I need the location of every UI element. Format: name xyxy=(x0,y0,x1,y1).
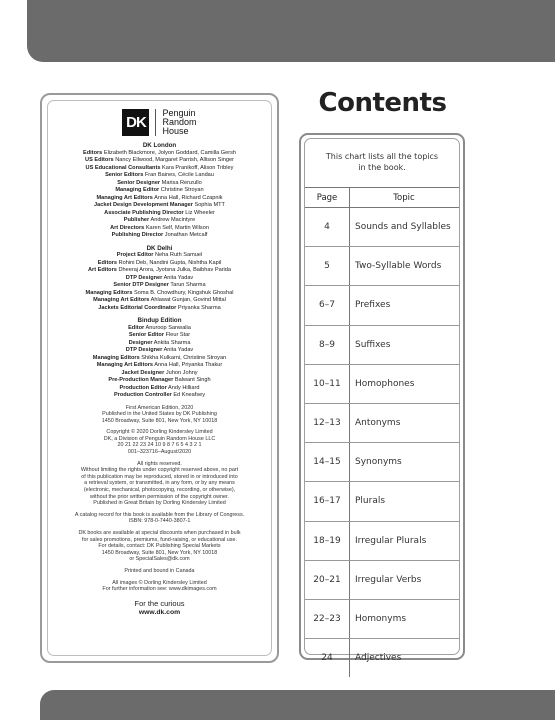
contents-row xyxy=(305,443,459,482)
top-banner xyxy=(27,0,555,62)
credit-names: Andy Hilliard xyxy=(168,384,200,391)
credit-names: Sophia MTT xyxy=(194,202,225,208)
credit-names: Marisa Renzullo xyxy=(161,179,202,186)
page-number: 24 xyxy=(305,639,350,678)
contents-row xyxy=(305,482,459,521)
credit-line xyxy=(52,180,267,188)
legal-line: First American Edition, 2020 xyxy=(125,404,194,411)
credit-names: Neha Ruth Samuel xyxy=(154,252,203,258)
legal-line: DK, a Division of Penguin Random House LLC xyxy=(103,435,216,442)
contents-row xyxy=(305,560,459,599)
credit-line xyxy=(52,150,267,158)
legal-paragraph xyxy=(52,530,267,563)
credit-role: Associate Publishing Director xyxy=(104,209,184,216)
credit-role: Designer xyxy=(128,339,153,346)
legal-line: of this publication may be reproduced, stored in or introduced into xyxy=(81,473,238,480)
credit-line xyxy=(52,290,267,298)
credit-role: Publisher xyxy=(123,217,150,223)
credits-list xyxy=(52,142,267,400)
credit-role: Jacket Designer xyxy=(121,369,165,376)
contents-row xyxy=(305,639,459,678)
credit-role: Project Editor xyxy=(116,252,154,258)
prh-line: Penguin xyxy=(162,108,196,118)
contents-row xyxy=(305,364,459,403)
page-number: 6–7 xyxy=(305,286,350,325)
credit-role: Managing Art Editors xyxy=(96,362,154,368)
credit-names: Andrew Macintyre xyxy=(150,217,196,223)
credit-role: US Editors xyxy=(85,157,114,163)
prh-line: Random xyxy=(162,117,197,127)
topic-name: Prefixes xyxy=(350,286,460,325)
credit-names: Liz Wheeler xyxy=(185,209,215,216)
credit-role: Publishing Director xyxy=(111,232,164,238)
contents-table-frame xyxy=(304,138,460,664)
credits-section-heading: DK London xyxy=(142,142,177,149)
contents-row xyxy=(305,599,459,638)
intro-line: in the book. xyxy=(358,163,406,172)
contents-table xyxy=(305,187,459,677)
contents-table-card xyxy=(299,133,465,664)
legal-line: 1450 Broadway, Suite 801, New York, NY 10018 xyxy=(101,417,218,424)
credit-line xyxy=(52,297,267,305)
page-number: 4 xyxy=(305,208,350,247)
credit-role: Production Controller xyxy=(113,392,172,398)
credit-line xyxy=(52,172,267,180)
credit-line xyxy=(52,362,267,370)
contents-row xyxy=(305,247,459,286)
legal-paragraph xyxy=(52,512,267,525)
legal-line: Published in the United States by DK Publishing xyxy=(102,411,217,418)
page-number: 5 xyxy=(305,247,350,286)
legal-line: DK books are available at special discounts when purchased in bulk xyxy=(78,530,241,536)
credit-names: Dheeraj Arora, Jyotsna Julka, Baibhav Parida xyxy=(118,267,232,273)
credit-role: Jackets Editorial Coordinator xyxy=(98,304,177,311)
topic-column-header: Topic xyxy=(350,188,460,208)
credit-names: Shikha Kulkarni, Christine Stroyan xyxy=(141,354,227,361)
contents-row xyxy=(305,208,459,247)
credit-line xyxy=(52,282,267,290)
legal-paragraph xyxy=(52,429,267,455)
legal-line: a retrieval system, or transmitted, in any form, or by any means xyxy=(84,480,235,487)
credit-names: Balwant Singh xyxy=(174,377,211,383)
page-number: 22–23 xyxy=(305,599,350,638)
topic-name: Plurals xyxy=(350,482,460,521)
legal-line: for sales promotions, premiums, fund-raising, or educational use. xyxy=(82,536,237,543)
credit-role: Art Editors xyxy=(87,267,117,273)
contents-header-row xyxy=(305,188,459,208)
credit-names: Anita Yadav xyxy=(163,347,194,353)
credit-line xyxy=(52,392,267,400)
credit-line xyxy=(52,187,267,195)
credit-names: Ed Kneafsey xyxy=(173,392,206,398)
imprint-inner-frame xyxy=(47,100,272,656)
page-number: 20–21 xyxy=(305,560,350,599)
contents-row xyxy=(305,403,459,442)
credit-names: Kara Pranikoff, Alison Tribley xyxy=(162,164,234,171)
credit-role: Senior DTP Designer xyxy=(113,282,169,288)
legal-line: All images © Dorling Kindersley Limited xyxy=(112,579,207,586)
contents-row xyxy=(305,286,459,325)
credit-line xyxy=(52,305,267,313)
credit-line xyxy=(52,202,267,210)
topic-name: Synonyms xyxy=(350,443,460,482)
credit-names: Christine Stroyan xyxy=(160,187,204,193)
credit-role: Art Directors xyxy=(110,224,145,231)
page-number: 14–15 xyxy=(305,443,350,482)
credit-names: Tarun Sharma xyxy=(170,282,206,288)
legal-line: or SpecialSales@dk.com xyxy=(129,556,190,563)
prh-line: House xyxy=(162,126,189,136)
topic-name: Adjectives xyxy=(355,653,402,664)
contents-intro xyxy=(305,139,459,187)
credit-line xyxy=(52,377,267,385)
credits-section-heading: Bindup Edition xyxy=(137,317,182,324)
legal-line: ISBN: 978-0-7440-3807-1 xyxy=(128,518,191,525)
legal-line: Published in Great Britain by Dorling Kindersley Limited xyxy=(93,500,226,507)
page-number: 18–19 xyxy=(305,521,350,560)
credit-names: Jonathan Metcalf xyxy=(164,232,208,238)
legal-line: Copyright © 2020 Dorling Kindersley Limited xyxy=(106,429,213,436)
credit-role: Senior Designer xyxy=(117,179,161,186)
intro-line: This chart lists all the topics xyxy=(325,152,439,161)
legal-paragraph xyxy=(52,405,267,425)
legal-paragraph xyxy=(52,580,267,593)
credit-names: Karen Self, Martin Wilson xyxy=(145,224,209,231)
credit-names: Juhon Johny xyxy=(165,369,198,376)
credit-line xyxy=(52,260,267,268)
topic-name: Irregular Plurals xyxy=(350,521,460,560)
credit-names: Anna Hall, Priyanka Thakur xyxy=(154,362,223,368)
topic-name: Homonyms xyxy=(350,599,460,638)
topic-name: Sounds and Syllables xyxy=(350,208,460,247)
credit-role: Managing Editor xyxy=(115,187,160,193)
topic-name: Homophones xyxy=(350,364,460,403)
credit-line xyxy=(52,225,267,233)
tagline: For the curious xyxy=(134,598,185,608)
legal-line: Without limiting the rights under copyright reserved above, no part xyxy=(80,467,239,474)
website-link[interactable]: www.dk.com xyxy=(138,608,181,616)
imprint-panel xyxy=(40,93,279,663)
bottom-banner xyxy=(40,690,555,720)
page-number: 8–9 xyxy=(305,325,350,364)
credit-role: Pre-Production Manager xyxy=(108,377,174,383)
page-column-header: Page xyxy=(305,188,350,208)
legal-line: A catalog record for this book is available from the Library of Congress. xyxy=(74,511,245,518)
topic-name: Two-Syllable Words xyxy=(350,247,460,286)
credit-names: Fleur Star xyxy=(165,332,191,338)
legal-paragraph xyxy=(52,461,267,507)
credit-role: Editors xyxy=(97,259,118,266)
contents-row xyxy=(305,521,459,560)
credit-role: Senior Editors xyxy=(105,172,144,178)
credit-names: Priyanka Sharma xyxy=(177,304,221,311)
page-number: 12–13 xyxy=(305,403,350,442)
publisher-logo xyxy=(52,109,267,136)
credits-section xyxy=(52,142,267,240)
credit-names: Anna Hall, Richard Czapnik xyxy=(154,194,223,201)
credit-names: Ankita Sharma xyxy=(153,339,191,346)
credit-role: Editors xyxy=(83,149,103,156)
credit-line xyxy=(52,267,267,275)
contents-rows xyxy=(305,208,459,678)
credit-role: Managing Art Editors xyxy=(96,194,153,201)
credit-names: Rohini Deb, Nandini Gupta, Nishtha Kapil xyxy=(118,259,222,266)
credit-names: Elizabeth Blackmore, Jolyon Goddard, Camilla Gersh xyxy=(103,149,236,156)
credit-names: Ahlawat Gunjan, Govind Mittal xyxy=(150,297,226,303)
credit-line xyxy=(52,325,267,333)
legal-line: 1450 Broadway, Suite 801, New York, NY 10018 xyxy=(101,549,218,556)
credit-line xyxy=(52,340,267,348)
credit-names: Fran Baines, Cécile Landau xyxy=(144,172,214,178)
legal-line: without the prior written permission of the copyright owner. xyxy=(89,493,230,500)
credit-role: DTP Designer xyxy=(125,347,163,353)
credits-section xyxy=(52,245,267,313)
credit-line xyxy=(52,157,267,165)
page-number: 16–17 xyxy=(305,482,350,521)
legal-line: 20 21 22 23 24 10 9 8 7 6 5 4 3 2 1 xyxy=(117,442,202,449)
credit-line xyxy=(52,195,267,203)
credit-role: Managing Art Editors xyxy=(93,297,150,303)
credit-line xyxy=(52,252,267,260)
credit-names: Nancy Ellwood, Margaret Parrish, Allison Singer xyxy=(115,157,234,163)
topic-name: Suffixes xyxy=(350,325,460,364)
credit-role: US Educational Consultants xyxy=(85,164,161,171)
credit-names: Anuroop Sanwalia xyxy=(145,324,191,331)
credit-line xyxy=(52,210,267,218)
contents-title: Contents xyxy=(318,88,447,118)
credit-line xyxy=(52,275,267,283)
credit-role: DTP Designer xyxy=(125,274,163,281)
legal-line: Printed and bound in Canada xyxy=(124,567,195,574)
topic-name: Antonyms xyxy=(350,403,460,442)
page-number: 10–11 xyxy=(305,364,350,403)
legal-line: For details, contact: DK Publishing Special Markets xyxy=(98,543,221,550)
credit-role: Editor xyxy=(128,324,145,331)
legal-line: All rights reserved. xyxy=(137,460,182,467)
credit-names: Anita Yadav xyxy=(163,274,194,281)
legal-paragraphs xyxy=(52,405,267,593)
credit-line xyxy=(52,370,267,378)
credit-line xyxy=(52,347,267,355)
credit-line xyxy=(52,332,267,340)
credit-line xyxy=(52,232,267,240)
legal-line: For further information see: www.dkimages.com xyxy=(102,586,217,593)
dk-logo-icon: DK xyxy=(122,109,149,136)
credit-role: Managing Editors xyxy=(85,289,133,296)
penguin-random-house-logo xyxy=(162,109,196,136)
credit-role: Managing Editors xyxy=(92,354,140,361)
contents-row xyxy=(305,325,459,364)
credit-role: Senior Editor xyxy=(128,332,164,338)
topic-name: Irregular Verbs xyxy=(350,560,460,599)
credit-names: Soma B. Chowdhury, Kingshuk Ghoshal xyxy=(134,289,234,296)
credit-line xyxy=(52,355,267,363)
credit-line xyxy=(52,217,267,225)
credits-section-heading: DK Delhi xyxy=(146,244,173,252)
credit-line xyxy=(52,385,267,393)
credit-role: Production Editor xyxy=(119,384,167,391)
legal-line: 001–323716–August/2020 xyxy=(127,449,192,456)
credits-section xyxy=(52,317,267,400)
logo-divider xyxy=(155,109,156,136)
credit-line xyxy=(52,165,267,173)
legal-paragraph xyxy=(52,568,267,575)
legal-line: (electronic, mechanical, photocopying, recording, or otherwise), xyxy=(83,487,236,494)
credit-role: Jacket Design Development Manager xyxy=(94,202,193,208)
